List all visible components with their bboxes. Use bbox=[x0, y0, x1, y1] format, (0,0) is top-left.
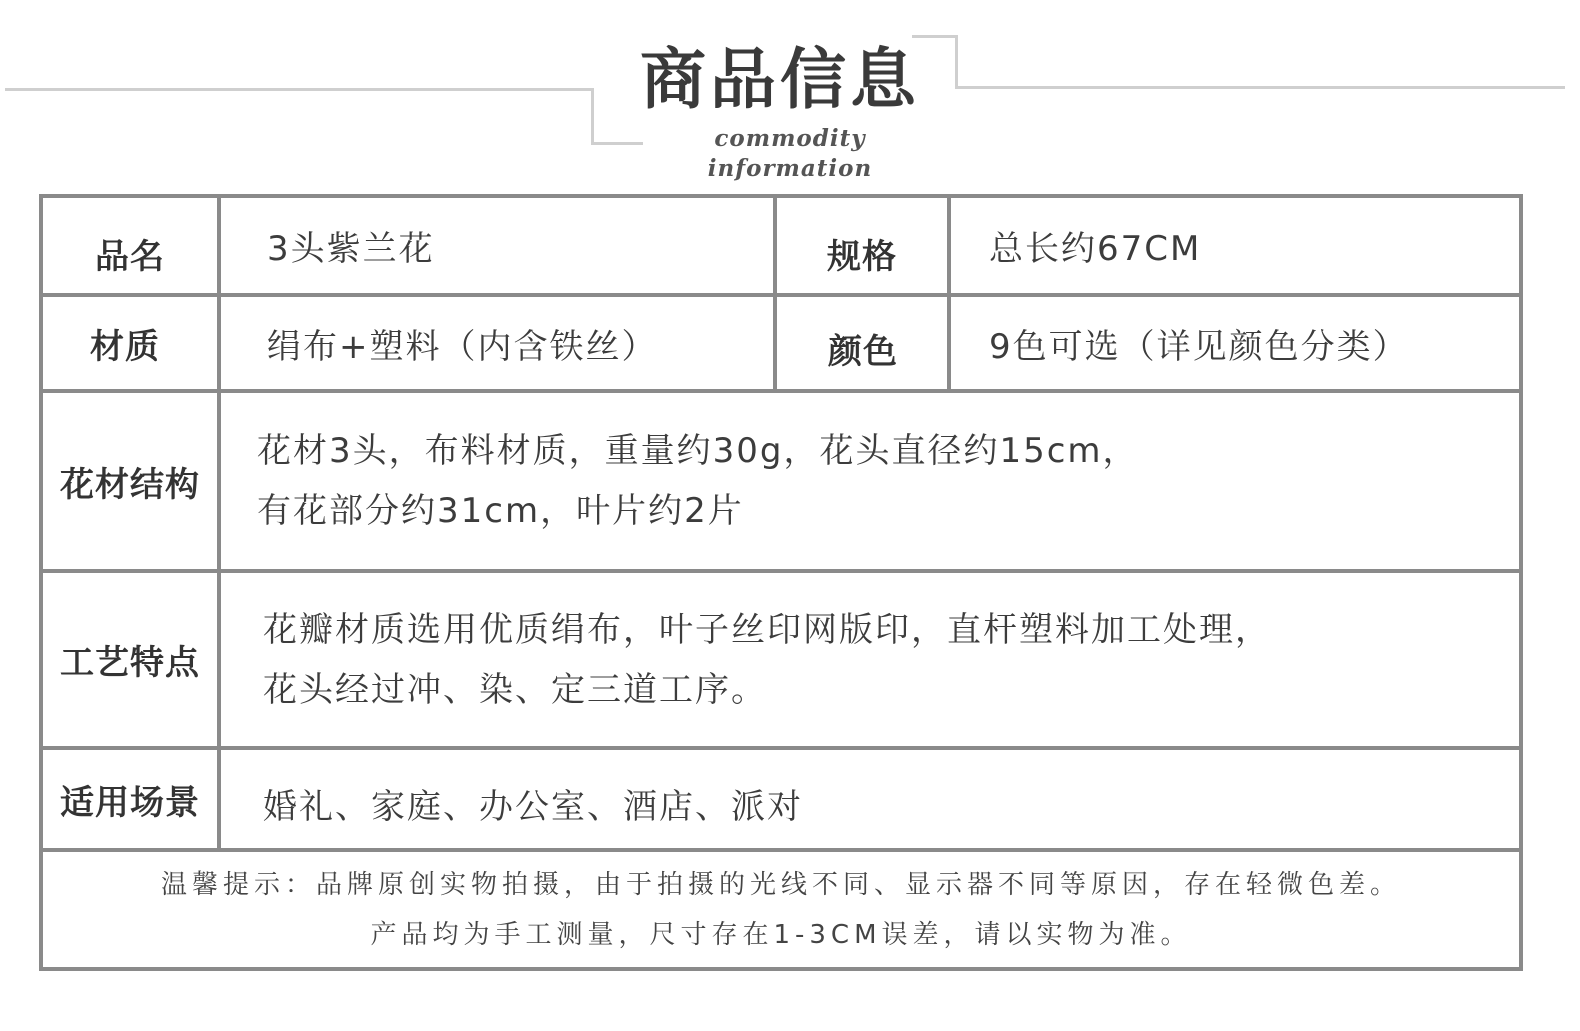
notice-text bbox=[43, 852, 1519, 967]
name-label: 品名 bbox=[95, 237, 165, 277]
size-label: 规格 bbox=[827, 237, 897, 277]
page-title: 商品信息 bbox=[640, 41, 920, 118]
structure-line: 有花部分约31cm，叶片约2片 bbox=[257, 491, 744, 531]
material-value: 绢布+塑料（内含铁丝） bbox=[267, 326, 658, 367]
page-subtitle: commodity information bbox=[707, 125, 873, 182]
header-line-left bbox=[5, 88, 593, 91]
header-line-left-drop bbox=[591, 88, 594, 144]
structure-line: 花材3头，布料材质，重量约30g，花头直径约15cm， bbox=[257, 431, 1139, 471]
color-label: 颜色 bbox=[828, 331, 898, 372]
structure-value bbox=[257, 393, 1507, 569]
craft-label: 工艺特点 bbox=[60, 643, 200, 683]
notice-line: 产品均为手工测量，尺寸存在1-3CM误差，请以实物为准。 bbox=[370, 919, 1192, 950]
notice-line: 温馨提示：品牌原创实物拍摄，由于拍摄的光线不同、显示器不同等原因，存在轻微色差。 bbox=[160, 869, 1401, 900]
header-line-right-rise bbox=[955, 35, 958, 88]
header-line-left-foot bbox=[591, 142, 643, 145]
craft-line: 花头经过冲、染、定三道工序。 bbox=[263, 669, 767, 710]
col-divider bbox=[217, 198, 221, 848]
structure-label: 花材结构 bbox=[60, 464, 200, 505]
craft-line: 花瓣材质选用优质绢布，叶子丝印网版印，直杆塑料加工处理， bbox=[263, 609, 1271, 650]
scene-value: 婚礼、家庭、办公室、酒店、派对 bbox=[263, 786, 803, 827]
color-value: 9色可选（详见颜色分类） bbox=[989, 326, 1409, 367]
spec-table bbox=[39, 194, 1523, 971]
material-label: 材质 bbox=[90, 326, 160, 367]
scene-label: 适用场景 bbox=[60, 782, 200, 823]
section-header bbox=[0, 0, 1580, 190]
name-value: 3头紫兰花 bbox=[267, 229, 435, 269]
size-value: 总长约67CM bbox=[989, 229, 1202, 269]
craft-value bbox=[263, 573, 1513, 746]
header-line-right-top bbox=[912, 35, 957, 38]
header-line-right bbox=[955, 86, 1565, 89]
